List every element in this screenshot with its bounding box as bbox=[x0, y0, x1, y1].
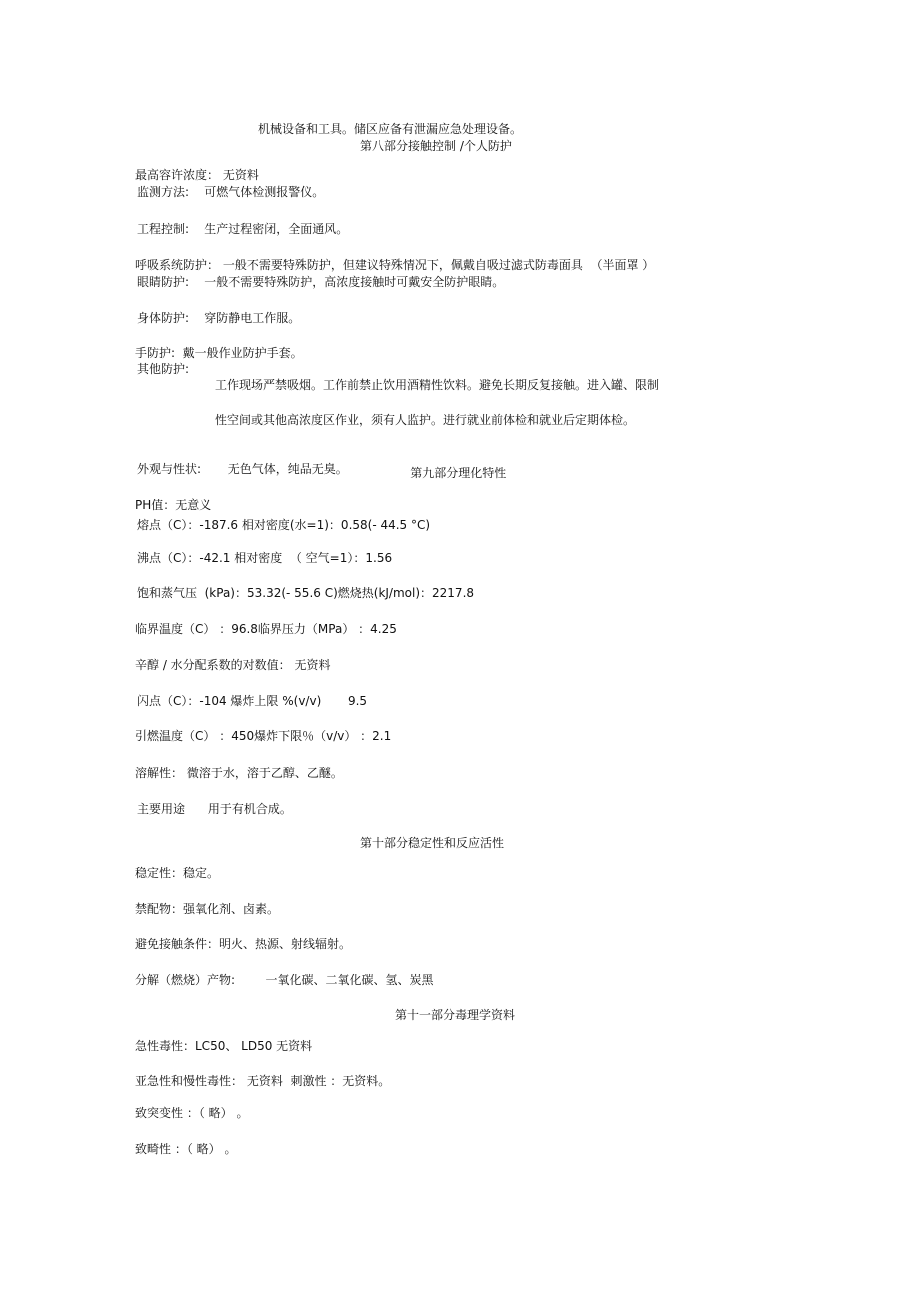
melting-point: 熔点（C）：-187.6 相对密度(水=1)：0.58(- 44.5 °C) bbox=[137, 518, 431, 532]
ignition-temperature: 引燃温度（C） ：450爆炸下限％（v/v） ：2.1 bbox=[135, 729, 392, 743]
other-protection-line-1: 工作现场严禁吸烟。工作前禁止饮用酒精性饮料。避免长期反复接触。进入罐、限制 bbox=[215, 378, 660, 392]
engineering-control: 工程控制: 生产过程密闭，全面通风。 bbox=[137, 222, 349, 236]
section-8-title: 第八部分接触控制 /个人防护 bbox=[360, 139, 512, 153]
other-protection-label: 其他防护: bbox=[137, 362, 190, 376]
conditions-to-avoid: 避免接触条件：明火、热源、射线辐射。 bbox=[135, 937, 352, 951]
continued-text: 机械设备和工具。储区应备有泄漏应急处理设备。 bbox=[258, 122, 523, 136]
section-11-title: 第十一部分毒理学资料 bbox=[395, 1008, 516, 1022]
appearance: 外观与性状: 无色气体，纯品无臭。 bbox=[137, 462, 348, 476]
other-protection-line-2: 性空间或其他高浓度区作业，须有人监护。进行就业前体检和就业后定期体检。 bbox=[215, 413, 636, 427]
body-protection: 身体防护: 穿防静电工作服。 bbox=[137, 311, 301, 325]
monitoring-method: 监测方法: 可燃气体检测报警仪。 bbox=[137, 185, 325, 199]
chronic-toxicity: 亚急性和慢性毒性： 无资料 刺激性 ：无资料。 bbox=[135, 1074, 391, 1088]
ph-value: PH值：无意义 bbox=[135, 498, 212, 512]
section-10-title: 第十部分稳定性和反应活性 bbox=[360, 836, 505, 850]
max-concentration: 最高容许浓度： 无资料 bbox=[135, 168, 259, 182]
teratogenicity: 致畸性 ：（ 略） 。 bbox=[135, 1142, 237, 1156]
boiling-point: 沸点（C）：-42.1 相对密度 （ 空气=1）：1.56 bbox=[137, 551, 393, 565]
acute-toxicity: 急性毒性：LC50、 LD50 无资料 bbox=[135, 1039, 313, 1053]
main-use: 主要用途 用于有机合成。 bbox=[137, 802, 292, 816]
decomposition-products: 分解（燃烧）产物: 一氧化碳、二氧化碳、氢、炭黑 bbox=[135, 973, 434, 987]
respiratory-protection: 呼吸系统防护： 一般不需要特殊防护，但建议特殊情况下，佩戴自吸过滤式防毒面具 （半面罩 ） bbox=[135, 258, 655, 272]
incompatible-materials: 禁配物：强氧化剂、卤素。 bbox=[135, 902, 280, 916]
flash-point: 闪点（C）：-104 爆炸上限 %(v/v) 9.5 bbox=[137, 694, 368, 708]
section-9-title-cut bbox=[395, 449, 515, 480]
octanol-water-partition: 辛醇 / 水分配系数的对数值： 无资料 bbox=[135, 658, 331, 672]
solubility: 溶解性： 微溶于水，溶于乙醇、乙醚。 bbox=[135, 766, 343, 780]
critical-temperature: 临界温度（C） ：96.8临界压力（MPa） ：4.25 bbox=[135, 622, 397, 636]
section-9-title-text: 第九部分理化特性 bbox=[410, 466, 507, 480]
mutagenicity: 致突变性 ：（ 略） 。 bbox=[135, 1106, 249, 1120]
hand-protection: 手防护: 戴一般作业防护手套。 bbox=[135, 346, 303, 360]
vapor-pressure: 饱和蒸气压 (kPa)：53.32(- 55.6 C)燃烧热(kJ/mol)：2217.8 bbox=[137, 586, 475, 600]
stability: 稳定性：稳定。 bbox=[135, 866, 220, 880]
eye-protection: 眼睛防护: 一般不需要特殊防护，高浓度接触时可戴安全防护眼睛。 bbox=[137, 275, 505, 289]
